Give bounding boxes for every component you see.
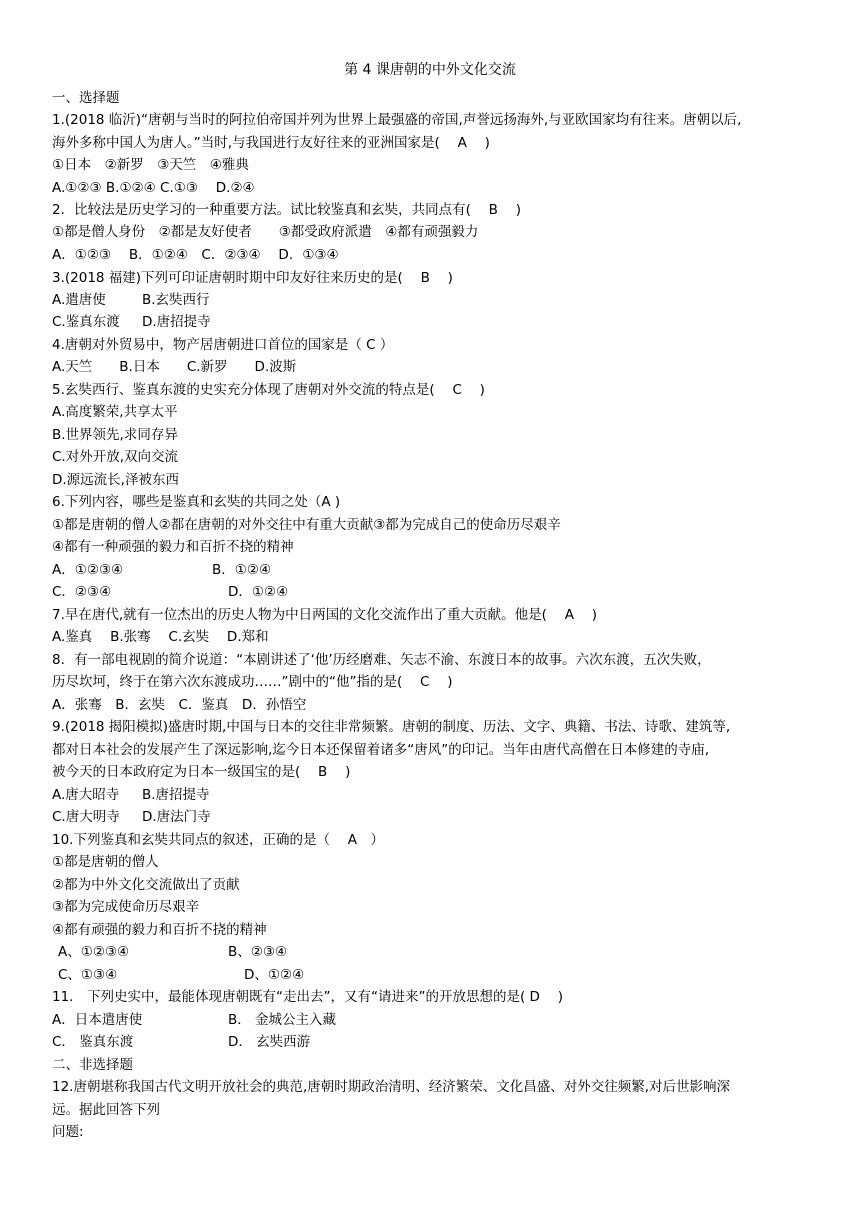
q9-option-row: [52, 785, 210, 805]
page-title: 第 4 课唐朝的中外文化交流: [344, 62, 516, 78]
q3-option-row: [52, 290, 210, 310]
q10-option-row: [58, 965, 305, 985]
q12-stem-line2: 远。据此回答下列: [52, 1102, 160, 1118]
q10-item-4: ④都有顽强的毅力和百折不挠的精神: [52, 922, 267, 938]
q10-option-d: D、①②④: [244, 967, 305, 983]
q6-option-d: D．①②④: [228, 584, 289, 600]
q2-options: A．①②③ B．①②④ C．②③④ D．①③④: [52, 247, 339, 263]
q11-stem: 11． 下列史实中，最能体现唐朝既有“走出去”，又有“请进来”的开放思想的是( D ): [52, 989, 563, 1005]
q12-stem-line1: 12.唐朝堪称我国古代文明开放社会的典范,唐朝时期政治清明、经济繁荣、文化昌盛、对外交往频繁,对后世影响深: [52, 1079, 731, 1095]
q11-option-a: A．日本遣唐使: [52, 1012, 143, 1028]
q1-options: A.①②③ B.①②④ C.①③ D.②④: [52, 180, 255, 196]
q4-options: A.天竺 B.日本 C.新罗 D.波斯: [52, 359, 297, 375]
section-heading-choice: 一、选择题: [52, 90, 120, 106]
q9-stem-line3: 被今天的日本政府定为日本一级国宝的是( B ): [52, 764, 351, 780]
q2-items: ①都是僧人身份 ②都是友好使者 ③都受政府派遣 ④都有顽强毅力: [52, 224, 479, 240]
q10-option-b: B、②③④: [228, 944, 288, 960]
q6-option-b: B．①②④: [212, 562, 272, 578]
q5-option-c: C.对外开放,双向交流: [52, 449, 179, 465]
q8-stem-line2: 历尽坎坷，终于在第六次东渡成功……”剧中的“他”指的是( C ): [52, 674, 453, 690]
q9-option-b: B.唐招提寺: [142, 787, 210, 803]
q6-items-line1: ①都是唐朝的僧人②都在唐朝的对外交往中有重大贡献③都为完成自己的使命历尽艰辛: [52, 517, 561, 533]
q6-option-row: [52, 582, 289, 602]
q6-option-c: C．②③④: [52, 584, 112, 600]
q6-option-a: A．①②③④: [52, 562, 124, 578]
q10-stem: 10.下列鉴真和玄奘共同点的叙述，正确的是（ A ）: [52, 832, 384, 848]
q5-option-d: D.源远流长,泽被东西: [52, 472, 179, 488]
q9-stem-line2: 都对日本社会的发展产生了深远影响,迄今日本还保留着诸多“唐风”的印记。当年由唐代高僧在日本修建的寺庙,: [52, 742, 710, 758]
q10-option-row: [58, 942, 288, 962]
q8-stem-line1: 8．有一部电视剧的简介说道：“本剧讲述了‘他’历经磨难、矢志不渝、东渡日本的故事。六次东渡，五次失败，: [52, 652, 711, 668]
q8-options: A．张骞 B．玄奘 C．鉴真 D．孙悟空: [52, 697, 307, 713]
q6-stem: 6.下列内容，哪些是鉴真和玄奘的共同之处（A ): [52, 494, 341, 510]
q11-option-b: B． 金城公主入藏: [228, 1012, 337, 1028]
q9-option-d: D.唐法门寺: [142, 809, 211, 825]
q3-option-d: D.唐招提寺: [142, 314, 211, 330]
section-heading-nonchoice: 二、非选择题: [52, 1057, 133, 1073]
q12-stem-line3: 问题:: [52, 1124, 84, 1140]
q10-option-c: C、①③④: [58, 967, 118, 983]
q11-option-d: D． 玄奘西游: [228, 1034, 311, 1050]
q10-item-3: ③都为完成使命历尽艰辛: [52, 899, 200, 915]
q5-stem: 5.玄奘西行、鉴真东渡的史实充分体现了唐朝对外交流的特点是( C ): [52, 382, 485, 398]
q3-option-a: A.遣唐使: [52, 292, 106, 308]
q7-options: A.鉴真 B.张骞 C.玄奘 D.郑和: [52, 629, 269, 645]
q6-option-row: [52, 560, 272, 580]
q9-option-a: A.唐大昭寺: [52, 787, 120, 803]
q11-option-c: C． 鉴真东渡: [52, 1034, 134, 1050]
q5-option-a: A.高度繁荣,共享太平: [52, 404, 178, 420]
q6-items-line2: ④都有一种顽强的毅力和百折不挠的精神: [52, 539, 294, 555]
q9-option-c: C.唐大明寺: [52, 809, 120, 825]
q10-option-a: A、①②③④: [58, 944, 130, 960]
q11-option-row: [52, 1010, 337, 1030]
q9-option-row: [52, 807, 211, 827]
q3-stem: 3.(2018 福建)下列可印证唐朝时期中印友好往来历史的是( B ): [52, 270, 453, 286]
q1-stem-line1: 1.(2018 临沂)“唐朝与当时的阿拉伯帝国并列为世界上最强盛的帝国,声誉远扬海外,与亚欧国家均有往来。唐朝以后,: [52, 112, 742, 128]
q1-items: ①日本 ②新罗 ③天竺 ④雅典: [52, 157, 249, 173]
q2-stem: 2．比较法是历史学习的一种重要方法。试比较鉴真和玄奘，共同点有( B ): [52, 202, 521, 218]
q3-option-b: B.玄奘西行: [142, 292, 210, 308]
q3-option-c: C.鉴真东渡: [52, 314, 120, 330]
q1-stem-line2: 海外多称中国人为唐人。”当时,与我国进行友好往来的亚洲国家是( A ): [52, 135, 490, 151]
q7-stem: 7.早在唐代,就有一位杰出的历史人物为中日两国的文化交流作出了重大贡献。他是( A ): [52, 607, 598, 623]
q10-item-1: ①都是唐朝的僧人: [52, 854, 159, 870]
q10-item-2: ②都为中外文化交流做出了贡献: [52, 877, 240, 893]
q5-option-b: B.世界领先,求同存异: [52, 427, 178, 443]
q4-stem: 4.唐朝对外贸易中，物产居唐朝进口首位的国家是（ C ）: [52, 337, 394, 353]
q9-stem-line1: 9.(2018 揭阳模拟)盛唐时期,中国与日本的交往非常频繁。唐朝的制度、历法、文字、典籍、书法、诗歌、建筑等,: [52, 719, 731, 735]
q11-option-row: [52, 1032, 311, 1052]
q3-option-row: [52, 312, 211, 332]
